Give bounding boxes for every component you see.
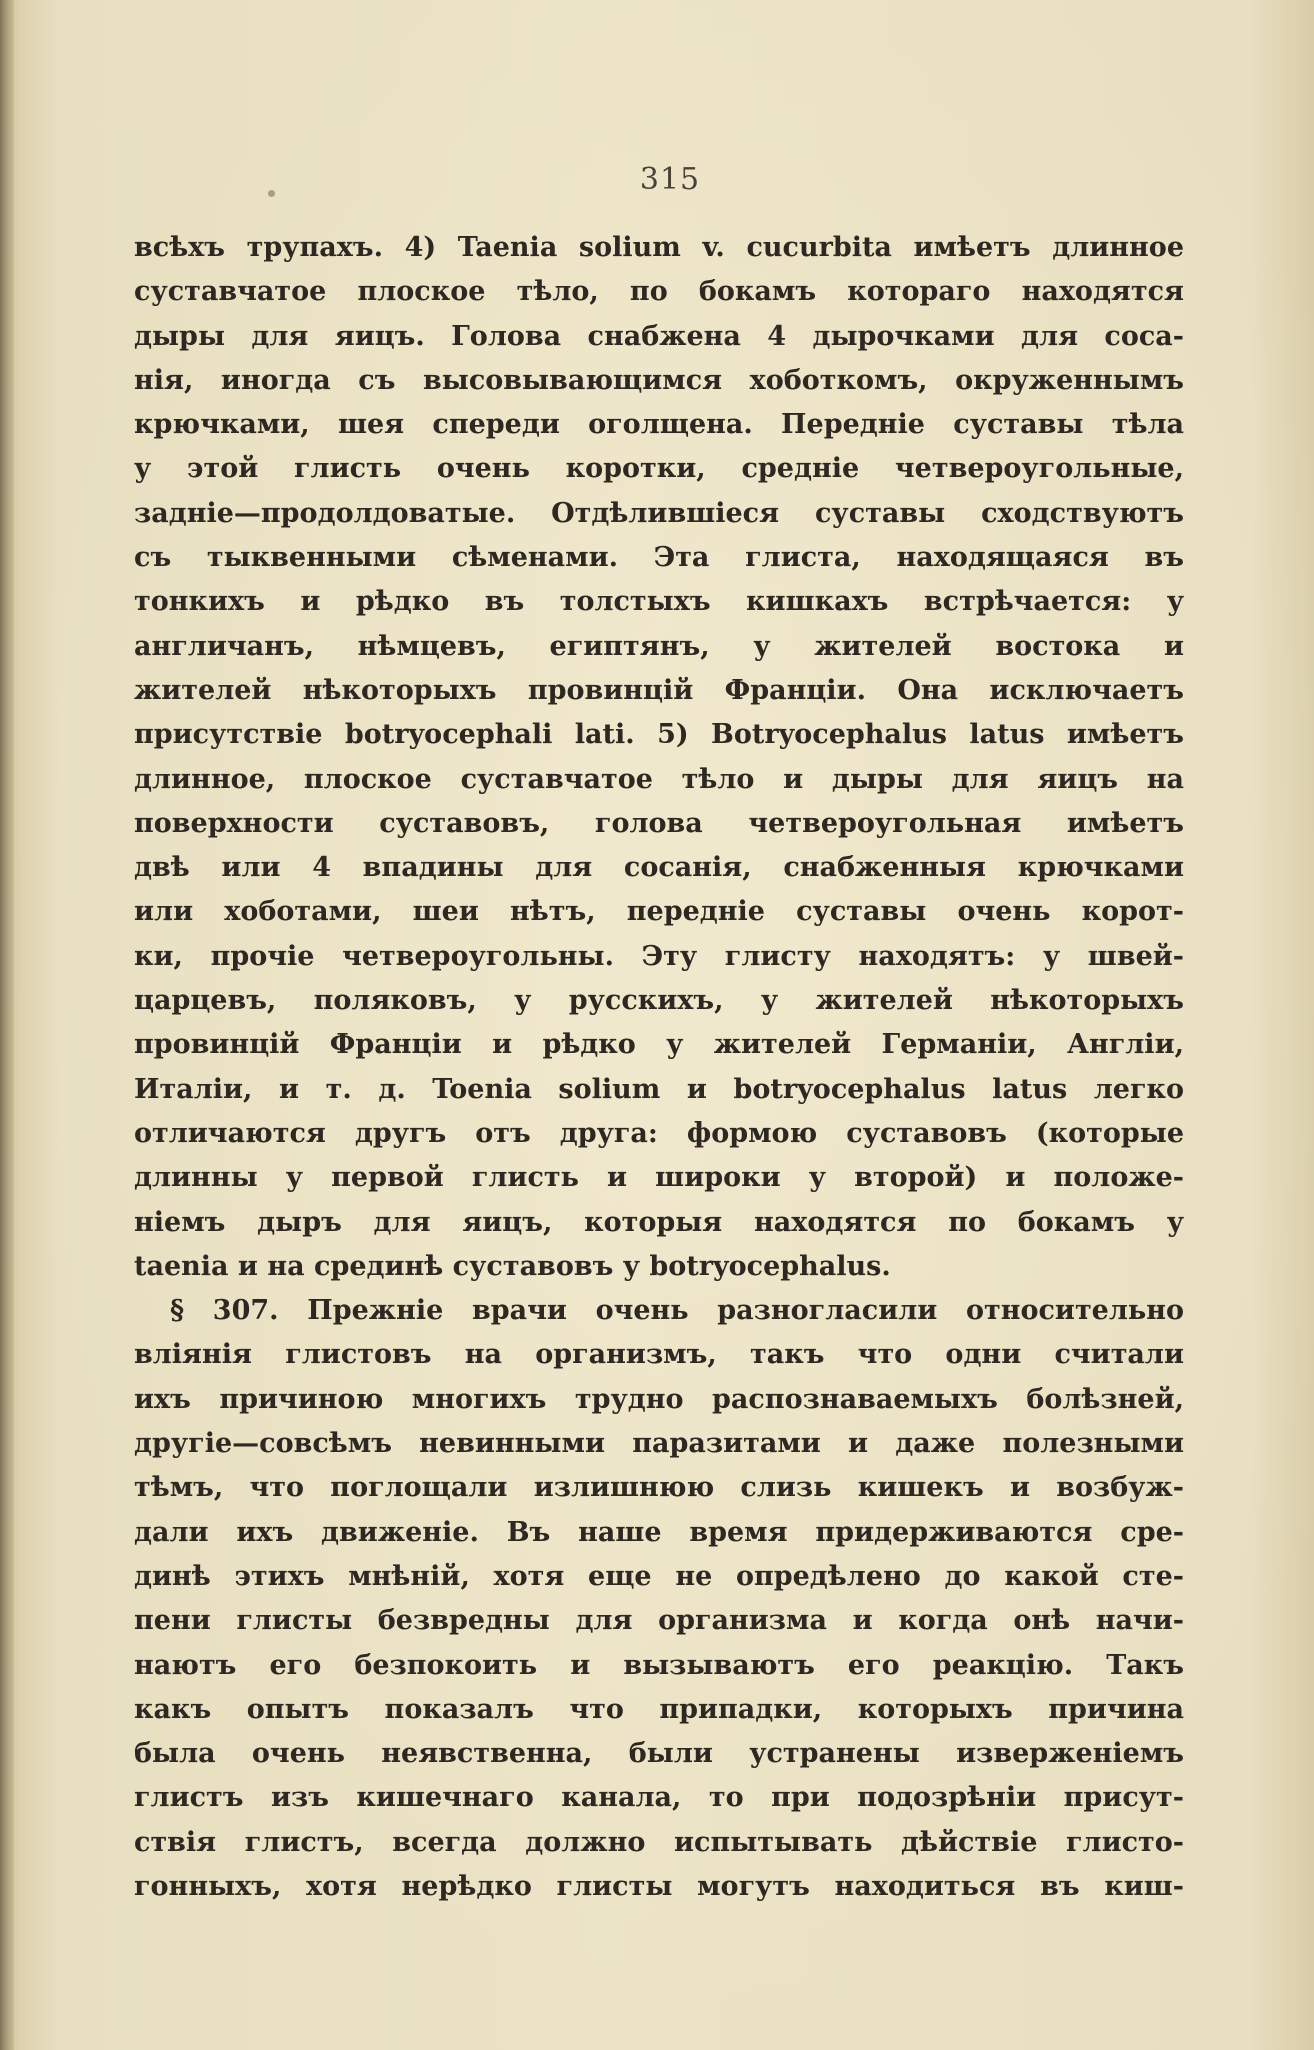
text-line: ки, прочіе четвероугольны. Эту глисту находятъ: у швей- — [134, 940, 1184, 972]
text-line: провинцій Франціи и рѣдко у жителей Германіи, Англіи, — [134, 1029, 1184, 1061]
text-line: отличаются другъ отъ друга: формою суставовъ (которые — [134, 1117, 1184, 1149]
text-line: суставчатое плоское тѣло, по бокамъ котораго находятся — [134, 276, 1184, 308]
text-line: тѣмъ, что поглощали излишнюю слизь кишекъ и возбуж- — [134, 1472, 1184, 1504]
text-line: всѣхъ трупахъ. 4) Taenia solium v. cucurbita имѣетъ длинное — [134, 232, 1184, 263]
text-line: вліянія глистовъ на организмъ, такъ что одни считали — [134, 1339, 1184, 1371]
text-line: ніемъ дыръ для яицъ, которыя находятся по бокамъ у — [134, 1206, 1184, 1238]
text-line: пени глисты безвредны для организма и когда онѣ начи- — [134, 1605, 1184, 1637]
page-binding-edge — [0, 0, 14, 2050]
text-line: у этой глисть очень коротки, средніе четвероугольные, — [134, 453, 1184, 485]
body-text — [134, 226, 1184, 1909]
text-line: дыры для яицъ. Голова снабжена 4 дырочками для соса- — [134, 320, 1184, 352]
text-line: taenia и на срединѣ суставовъ у botryocephalus. — [134, 1250, 891, 1282]
text-line: поверхности суставовъ, голова четвероугольная имѣетъ — [134, 807, 1184, 839]
section-307-start: § 307. Прежніе врачи очень разногласили относительно — [170, 1295, 1184, 1327]
text-line: тонкихъ и рѣдко въ толстыхъ кишкахъ встрѣчается: у — [134, 586, 1184, 618]
text-line: задніе—продолдоватые. Отдѣлившіеся суставы сходствуютъ — [134, 497, 1184, 529]
text-line: другіе—совсѣмъ невинными паразитами и даже полезными — [134, 1428, 1184, 1460]
text-line: гонныхъ, хотя нерѣдко глисты могутъ находиться въ киш- — [134, 1870, 1184, 1902]
text-line: или хоботами, шеи нѣтъ, передніе суставы очень корот- — [134, 896, 1184, 928]
text-line: двѣ или 4 впадины для сосанія, снабженныя крючками — [134, 852, 1184, 884]
text-line: дали ихъ движеніе. Въ наше время придерживаются сре- — [134, 1516, 1184, 1548]
text-line: англичанъ, нѣмцевъ, египтянъ, у жителей востока и — [134, 630, 1184, 662]
text-line: крючками, шея спереди оголщена. Передніе суставы тѣла — [134, 409, 1184, 441]
text-line: наютъ его безпокоить и вызываютъ его реакцію. Такъ — [134, 1649, 1184, 1681]
text-line: царцевъ, поляковъ, у русскихъ, у жителей нѣкоторыхъ — [134, 985, 1184, 1017]
text-line: длинны у первой глисть и широки у второй) и положе- — [134, 1162, 1184, 1194]
text-line: длинное, плоское суставчатое тѣло и дыры для яицъ на — [134, 763, 1184, 795]
text-line: присутствіе botryocephali lati. 5) Botryocephalus latus имѣетъ — [134, 719, 1184, 751]
text-line: жителей нѣкоторыхъ провинцій Франціи. Она исключаетъ — [134, 674, 1184, 706]
text-line: какъ опытъ показалъ что припадки, которыхъ причина — [134, 1693, 1184, 1725]
text-line: Италіи, и т. д. Toenia solium и botryocephalus latus легко — [134, 1073, 1184, 1105]
text-line: нія, иногда съ высовывающимся хоботкомъ, окруженнымъ — [134, 364, 1184, 396]
text-line: ихъ причиною многихъ трудно распознаваемыхъ болѣзней, — [134, 1383, 1184, 1415]
text-line: глистъ изъ кишечнаго канала, то при подозрѣніи присут- — [134, 1782, 1184, 1814]
page-number: 315 — [639, 162, 701, 197]
text-line: ствія глистъ, всегда должно испытывать дѣйствіе глисто- — [134, 1826, 1184, 1858]
text-line: была очень неявственна, были устранены изверженіемъ — [134, 1738, 1184, 1770]
text-line: динѣ этихъ мнѣній, хотя еще не опредѣлено до какой сте- — [134, 1560, 1184, 1592]
text-line: съ тыквенными сѣменами. Эта глиста, находящаяся въ — [134, 542, 1184, 574]
